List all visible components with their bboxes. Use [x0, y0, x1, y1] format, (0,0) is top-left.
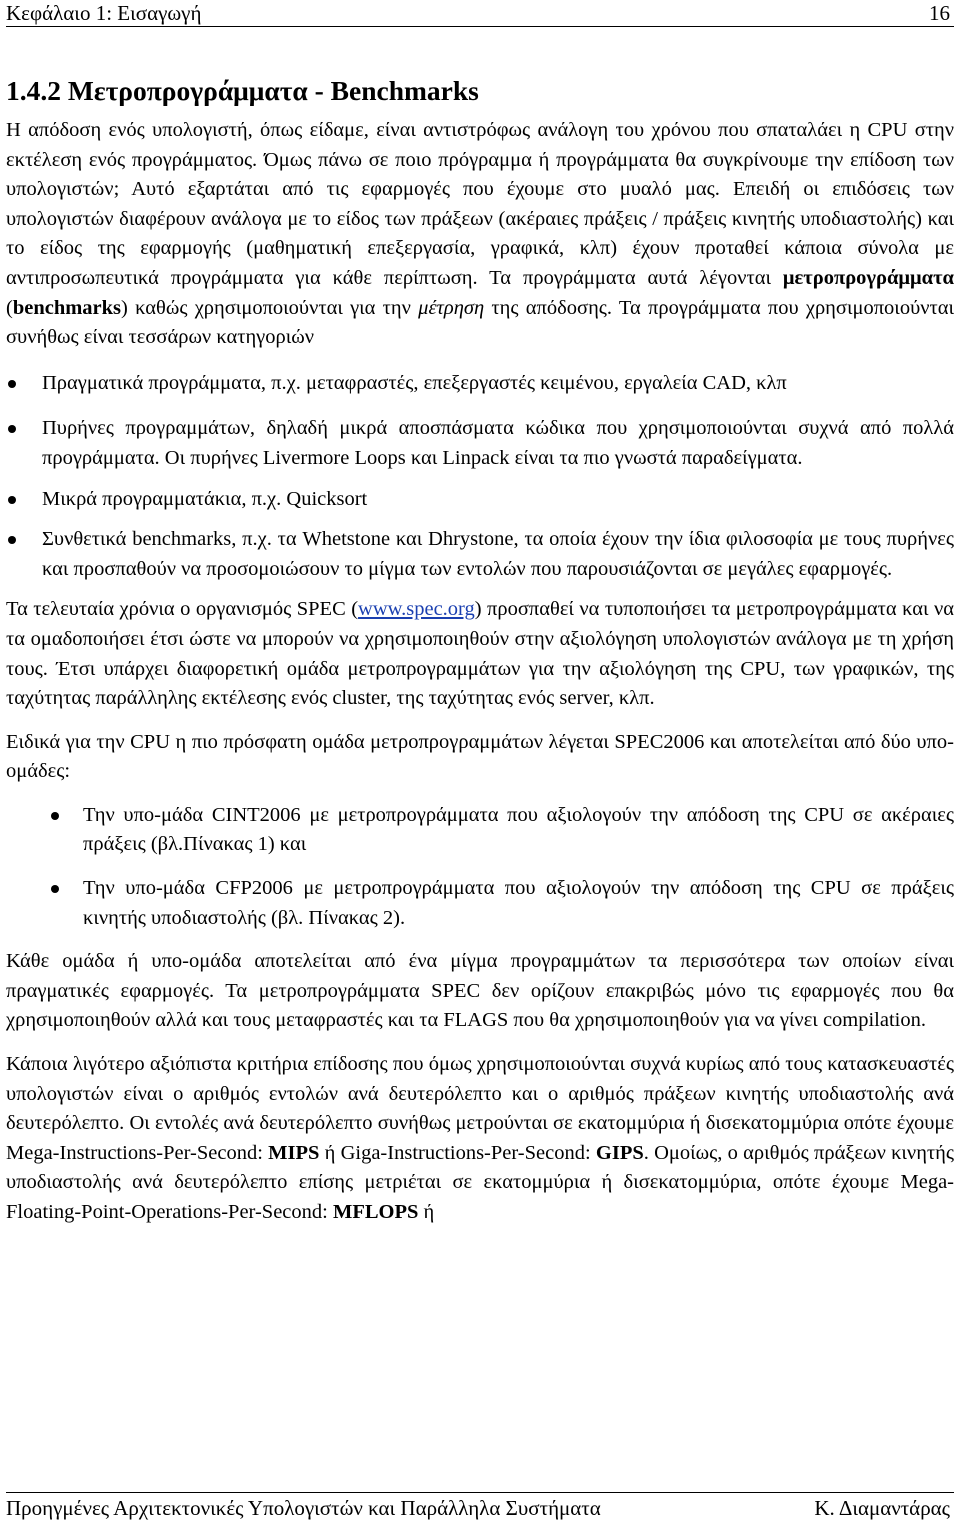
list-item-text: Την υπο-μάδα CINT2006 με μετροπρογράμματα που αξιολογούν την απόδοση της CPU σε ακέραιες πράξεις (βλ.Πίνακας 1) και	[83, 803, 954, 856]
italic-term: μέτρηση	[418, 296, 485, 319]
list-item	[6, 414, 954, 473]
paragraph-spec	[6, 595, 954, 713]
page-number: 16	[929, 1, 950, 25]
list-item-text: Πυρήνες προγραμμάτων, δηλαδή μικρά αποσπάσματα κώδικα που χρησιμοποιούνται συχνά από πολλά προγράμματα. Οι πυρήνες Livermore Loops και Linpack είναι τα πιο γνωστά παραδείγματα.	[42, 417, 954, 469]
bold-term: benchmarks	[12, 296, 122, 319]
paragraph-intro	[6, 116, 954, 353]
benchmark-categories-list	[6, 369, 954, 585]
list-item	[6, 485, 954, 515]
bullet-icon	[8, 380, 16, 388]
spec2006-subgroups-list	[6, 801, 954, 933]
bold-term: MIPS	[268, 1141, 320, 1164]
text-run: Τα τελευταία χρόνια ο οργανισμός SPEC (	[6, 598, 359, 621]
text-run: ) καθώς χρησιμοποιούνται για την	[121, 296, 419, 319]
text-run: ή	[418, 1201, 435, 1223]
list-item-text: Πραγματικά προγράμματα, π.χ. μεταφραστές, επεξεργαστές κειμένου, εργαλεία CAD, κλπ	[42, 371, 787, 394]
text-run: Η απόδοση ενός υπολογιστή, όπως είδαμε, είναι αντιστρόφως ανάλογη του χρόνου που σπαταλάει η CPU στην εκτέλεση ενός προγράμματος. Όμως πάνω σε ποιο πρόγραμμα ή προγράμματα θα συγκρίνουμε την επίδοση των υπολογιστών; Αυτό εξαρτάται από τις εφαρμογές που έχουμε στο μυαλό μας. Επειδή οι επιδόσεις των υπολογιστών διαφέρουν ανάλογα με το είδος των πράξεων (ακέραιες πράξεις / πράξεις κινητής υποδιαστολής) και το είδος της εφαρμογής (μαθηματική επεξεργασία, γραφικά, κλπ) έχουν προταθεί κάποια σύνολα με αντιπροσωπευτικά προγράμματα για κάθε περίπτωση. Τα προγράμματα αυτά λέγονται	[6, 119, 954, 289]
bullet-icon	[8, 425, 16, 433]
text-run: . Ομοίως, ο αριθμός πράξεων κινητής υποδιαστολής ανά δευτερόλεπτο επίσης μετριέται σε εκατομμύρια ή δισεκατομμύρια, οπότε έχουμε Mega-Floating-Point-Operations-Per-Second:	[6, 1141, 954, 1223]
bullet-icon	[51, 812, 59, 820]
author-name: Κ. Διαμαντάρας	[814, 1496, 950, 1520]
document-page	[6, 0, 954, 1523]
list-item-text: Συνθετικά benchmarks, π.χ. τα Whetstone και Dhrystone, τα οποία έχουν την ίδια φιλοσοφία με τους πυρήνες και προσπαθούν να προσομοιώσουν το μίγμα των εντολών που παρουσιάζονται σε μεγάλες εφαρμογές.	[42, 528, 954, 580]
text-run: ή Giga-Instructions-Per-Second:	[319, 1141, 596, 1164]
chapter-title: Κεφάλαιο 1: Εισαγωγή	[6, 1, 202, 25]
bullet-icon	[8, 496, 16, 504]
text-run: Κάποια λιγότερο αξιόπιστα κριτήρια επίδοσης που όμως χρησιμοποιούνται συχνά κυρίως από τους κατασκευαστές υπολογιστών είναι ο αριθμός εντολών ανά δευτερόλεπτο και ο αριθμός πράξεων κινητής υποδιαστολής ανά δευτερόλεπτο. Οι εντολές ανά δευτερόλεπτο συνήθως μετρούνται σε εκατομμύρια ή δισεκατομμύρια οπότε έχουμε Mega-Instructions-Per-Second:	[6, 1053, 954, 1164]
list-item-text: Την υπο-μάδα CFP2006 με μετροπρογράμματα που αξιολογούν την απόδοση της CPU σε πράξεις κινητής υποδιαστολής (βλ. Πίνακας 2).	[83, 877, 954, 929]
bullet-icon	[8, 536, 16, 544]
list-item	[6, 369, 954, 399]
paragraph-mix: Κάθε ομάδα ή υπο-ομάδα αποτελείται από ένα μίγμα προγραμμάτων τα περισσότερα των οποίων είναι πραγματικές εφαρμογές. Τα μετροπρογράμματα SPEC δεν ορίζουν επακριβώς μόνο τις εφαρμογές που θα χρησιμοποιηθούν αλλά και τους μεταφραστές και τα FLAGS που θα χρησιμοποιηθούν για να γίνει compilation.	[6, 950, 954, 1032]
section-title: 1.4.2 Μετροπρογράμματα - Benchmarks	[6, 75, 479, 106]
paragraph-spec2006: Ειδικά για την CPU η πιο πρόσφατη ομάδα μετροπρογραμμάτων λέγεται SPEC2006 και αποτελείται από δύο υπο-ομάδες:	[6, 730, 954, 783]
text-run: της απόδοσης. Τα προγράμματα που χρησιμοποιούνται συνήθως είναι τεσσάρων κατηγοριών	[6, 296, 954, 349]
bold-term: MFLOPS	[332, 1201, 419, 1223]
text-run: (	[6, 296, 13, 319]
paragraph-mips	[6, 1050, 954, 1228]
running-header	[6, 0, 954, 27]
book-title: Προηγμένες Αρχιτεκτονικές Υπολογιστών και Παράλληλα Συστήματα	[6, 1496, 601, 1520]
list-item	[6, 525, 954, 584]
list-item	[6, 874, 954, 933]
list-item-text: Μικρά προγραμματάκια, π.χ. Quicksort	[42, 487, 368, 510]
spec-link[interactable]: www.spec.org	[358, 598, 475, 621]
bold-term: μετροπρογράμματα	[782, 266, 954, 289]
list-item	[6, 801, 954, 860]
bullet-icon	[51, 885, 59, 893]
running-footer	[6, 1492, 954, 1524]
text-run: ) προσπαθεί να τυποποιήσει τα μετροπρογράμματα και να τα ομαδοποιήσει έτσι ώστε να μπορούν να χρησιμοποιηθούν στην αξιολόγηση υπολογιστών ανάλογα με τη χρήση τους. Έτσι υπάρχει διαφορετική ομάδα μετροπρογραμμάτων για την αξιολόγηση της CPU, των γραφικών, της ταχύτητας παράλληλης εκτέλεσης ενός cluster, της ταχύτητας ενός server, κλπ.	[6, 598, 954, 710]
body-text	[6, 116, 954, 1228]
bold-term: GIPS	[595, 1141, 644, 1164]
